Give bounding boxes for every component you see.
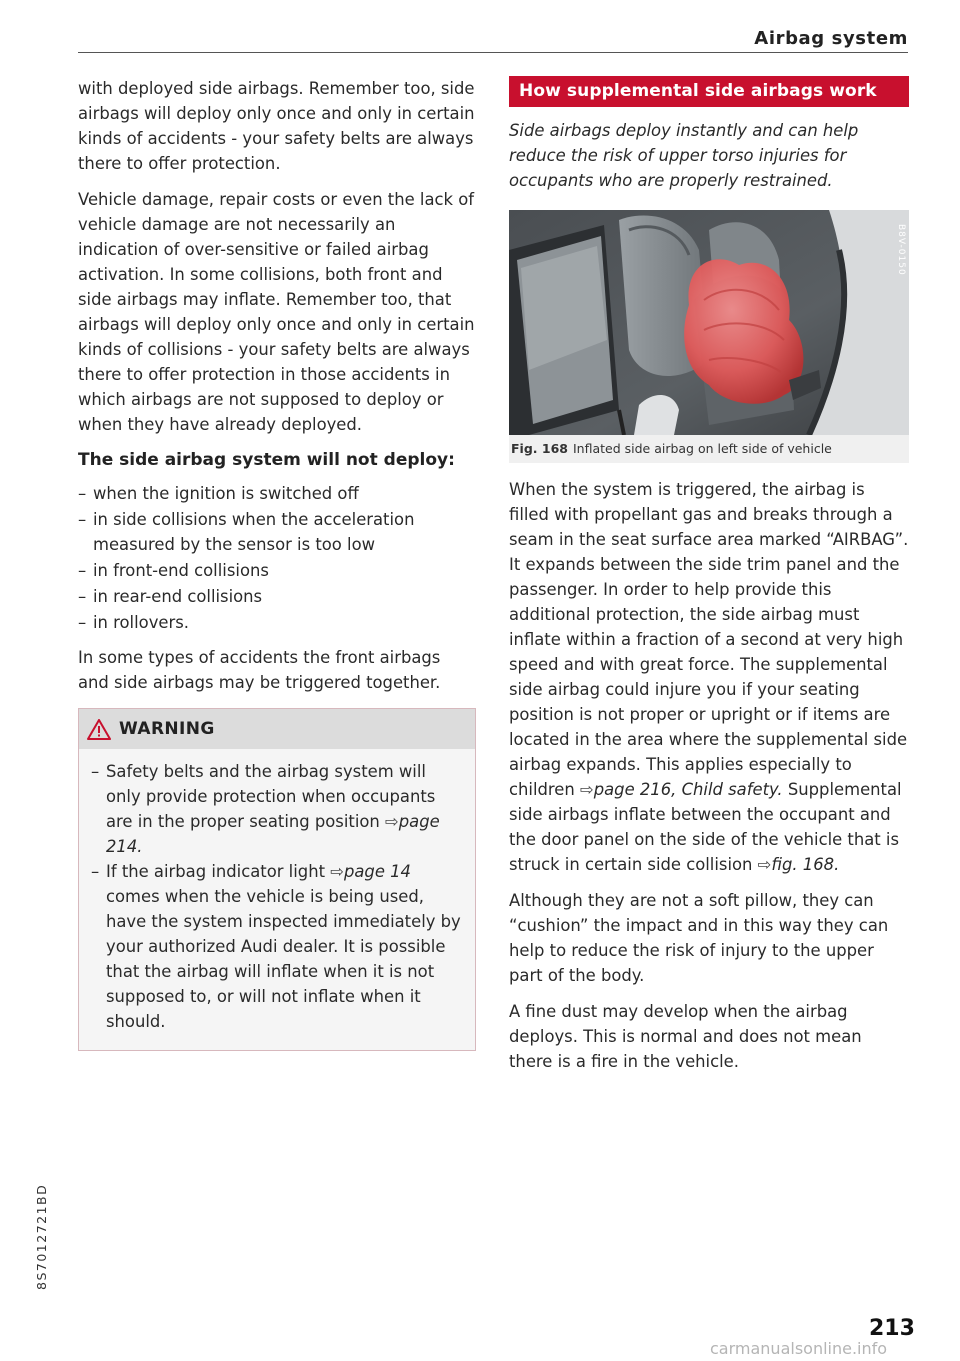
reference-arrow-icon: ⇨ <box>385 812 399 831</box>
paragraph: Although they are not a soft pillow, they can “cushion” the impact and in this way they can help to reduce the risk of injury to the upper part of the body. <box>509 891 889 985</box>
paragraph-text: When the system is triggered, the airbag is filled with propellant gas and breaks through a seam in the seat surface area marked “AIRBAG”. It expands between the side trim panel and the passenger. In order to help provide this additional protection, the side airbag must inflate within a fraction of a second at very high speed and with great force. The supplemental side airbag could injure you if your seating position is not proper or upright or if items are located in the area where the supplemental side airbag expands. This applies especially to children <box>509 480 909 799</box>
chapter-title: Airbag system <box>754 28 908 49</box>
figure-caption <box>509 435 909 463</box>
paragraph: with deployed side airbags. Remember too, side airbags will deploy only once and only in certain kinds of accidents - your safety belts are always there to offer protection. <box>78 79 475 173</box>
paragraph <box>509 477 909 877</box>
figure <box>509 210 909 463</box>
warning-title: WARNING <box>119 718 215 739</box>
page-header <box>78 22 908 53</box>
warning-body <box>79 749 475 1050</box>
reference-arrow-icon: ⇨ <box>330 862 344 881</box>
warning-text: comes when the vehicle is being used, have the system inspected immediately by your authorized Audi dealer. It is possible that the airbag will inflate when it is not supposed to, or will not inflate when it should. <box>106 887 461 1031</box>
section-intro: Side airbags deploy instantly and can help reduce the risk of upper torso injuries for occupants who are properly restrained. <box>509 121 859 190</box>
figure-reference-link[interactable]: fig. 168. <box>771 855 840 874</box>
warning-text: Safety belts and the airbag system will only provide protection when occupants are in the proper seating position <box>106 762 436 831</box>
list-item: – in rollovers. <box>78 610 476 635</box>
paragraph-text: Supplemental side airbags inflate between the occupant and the door panel on the side of the vehicle that is struck in certain side collision <box>509 780 902 874</box>
page-reference-link[interactable]: page 216, Child safety. <box>593 780 783 799</box>
deploy-exceptions-list <box>78 481 476 635</box>
reference-arrow-icon: ⇨ <box>579 780 594 799</box>
warning-item <box>91 759 463 859</box>
subheading: The side airbag system will not deploy: <box>78 450 455 470</box>
figure-code: B8V-0150 <box>896 224 906 276</box>
side-airbag-illustration <box>509 210 909 435</box>
paragraph: Vehicle damage, repair costs or even the lack of vehicle damage are not necessarily an indication of over-sensitive or failed airbag activation. In some collisions, both front and side airbags may inflate. Remember too, that airbags will deploy only once and only in certain kinds of collisions - your safety belts are always there to offer protection in those accidents in which airbags are not supposed to deploy or when they have already deployed. <box>78 190 475 434</box>
list-item: – in rear-end collisions <box>78 584 476 609</box>
warning-triangle-icon <box>87 719 111 740</box>
page-number: 213 <box>869 1316 915 1341</box>
warning-list <box>91 759 463 1034</box>
list-item: – when the ignition is switched off <box>78 481 476 506</box>
reference-arrow-icon: ⇨ <box>757 855 772 874</box>
warning-item <box>91 859 463 1034</box>
warning-box <box>78 708 476 1051</box>
watermark: carmanualsonline.info <box>710 1339 888 1358</box>
list-item: – in front-end collisions <box>78 558 476 583</box>
paragraph: A fine dust may develop when the airbag deploys. This is normal and does not mean there is a fire in the vehicle. <box>509 1002 862 1071</box>
warning-text: If the airbag indicator light <box>106 862 326 881</box>
document-code: 8S7012721BD <box>34 1183 49 1290</box>
figure-label: Fig. 168 <box>511 441 568 456</box>
left-column <box>78 76 476 1051</box>
page-reference-link[interactable]: page 14 <box>343 862 411 881</box>
right-column <box>509 76 909 1085</box>
list-item: – in side collisions when the acceleration measured by the sensor is too low <box>78 507 476 557</box>
figure-caption-text: Inflated side airbag on left side of vehicle <box>572 441 832 456</box>
page-reference-link[interactable]: page 214. <box>106 812 440 856</box>
section-heading: How supplemental side airbags work <box>509 76 909 107</box>
warning-header <box>79 709 475 749</box>
paragraph: In some types of accidents the front airbags and side airbags may be triggered together. <box>78 648 441 692</box>
